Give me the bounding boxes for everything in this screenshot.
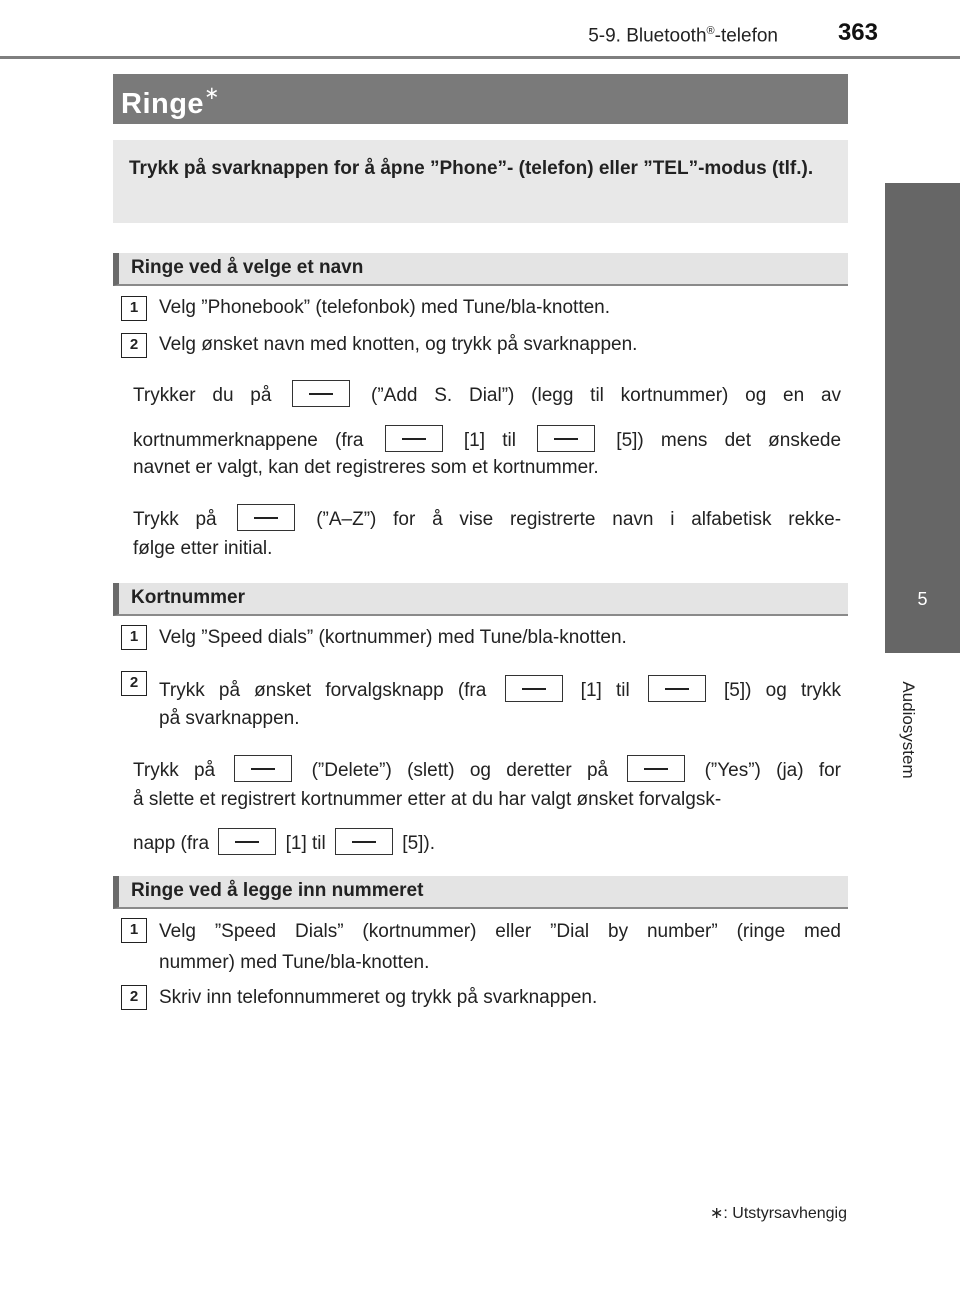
intro-text: Trykk på svarknappen for å åpne ”Phone”- (telefon) eller ”TEL”-modus (tlf.). bbox=[129, 158, 814, 179]
step-text bbox=[159, 675, 841, 702]
step-number: 1 bbox=[121, 918, 147, 943]
note-line bbox=[133, 380, 841, 407]
header-divider bbox=[0, 56, 960, 59]
intro-box bbox=[113, 140, 848, 223]
step-text: på svarknappen. bbox=[159, 708, 300, 729]
note-text: (”Yes”) (ja) for bbox=[704, 760, 841, 781]
note-line: navnet er valgt, kan det registreres som et kortnummer. bbox=[133, 457, 599, 478]
step-text: nummer) med Tune/bla-knotten. bbox=[159, 952, 430, 973]
footnote bbox=[710, 1203, 847, 1223]
step-number: 2 bbox=[121, 985, 147, 1010]
note-text: napp (fra bbox=[133, 833, 210, 854]
running-header bbox=[588, 25, 778, 47]
header-section-prefix: 5-9. Bluetooth bbox=[588, 25, 707, 47]
step-text-part: [5]) og trykk bbox=[724, 680, 842, 701]
screen-button-icon bbox=[505, 675, 563, 702]
screen-button-icon bbox=[537, 425, 595, 452]
step-number: 1 bbox=[121, 625, 147, 650]
screen-button-icon bbox=[237, 504, 295, 531]
chapter-tab bbox=[885, 183, 960, 653]
note-text: (”Delete”) (slett) og deretter på bbox=[311, 760, 609, 781]
section-heading-text: Ringe ved å velge et navn bbox=[131, 257, 364, 278]
note-line bbox=[133, 425, 841, 452]
section-heading-text: Kortnummer bbox=[131, 587, 246, 608]
section-heading-call-by-name bbox=[113, 253, 848, 286]
optional-equipment-mark: ∗ bbox=[204, 83, 220, 103]
note-text: Trykk på bbox=[133, 760, 216, 781]
header-section-suffix: -telefon bbox=[714, 25, 778, 47]
step-text-part: [1] til bbox=[580, 680, 630, 701]
chapter-label: Audiosystem bbox=[899, 681, 918, 779]
page-number: 363 bbox=[837, 19, 878, 46]
step-text: Velg ”Speed dials” (kortnummer) med Tune/bla-knotten. bbox=[159, 627, 627, 648]
section-heading-dial-number bbox=[113, 876, 848, 909]
screen-button-icon bbox=[292, 380, 350, 407]
screen-button-icon bbox=[234, 755, 292, 782]
note-text: (”A–Z”) for å vise registrerte navn i alfabetisk rekke- bbox=[316, 509, 842, 530]
note-line: følge etter initial. bbox=[133, 538, 273, 559]
page-title-text: Ringe bbox=[121, 88, 205, 120]
note-text: [1] til bbox=[463, 430, 516, 451]
footnote-text: : Utstyrsavhengig bbox=[723, 1205, 847, 1222]
screen-button-icon bbox=[385, 425, 443, 452]
step-text-part: Trykk på ønsket forvalgsknapp (fra bbox=[159, 680, 487, 701]
page-title bbox=[121, 83, 220, 121]
screen-button-icon bbox=[218, 828, 276, 855]
footnote-mark: ∗ bbox=[709, 1205, 724, 1222]
note-text: [5]). bbox=[402, 833, 436, 854]
note-text: kortnummerknappene (fra bbox=[133, 430, 364, 451]
screen-button-icon bbox=[627, 755, 685, 782]
note-text: Trykk på bbox=[133, 509, 217, 530]
step-number: 2 bbox=[121, 671, 147, 696]
step-text: Velg ønsket navn med knotten, og trykk på svarknappen. bbox=[159, 334, 638, 355]
step-text: Skriv inn telefonnummeret og trykk på svarknappen. bbox=[159, 987, 598, 1008]
section-heading-text: Ringe ved å legge inn nummeret bbox=[131, 880, 424, 901]
screen-button-icon bbox=[335, 828, 393, 855]
step-number: 1 bbox=[121, 296, 147, 321]
note-line bbox=[133, 755, 841, 782]
section-heading-speed-dial bbox=[113, 583, 848, 616]
step-number: 2 bbox=[121, 333, 147, 358]
note-text: [1] til bbox=[285, 833, 326, 854]
step-text: Velg ”Phonebook” (telefonbok) med Tune/bla-knotten. bbox=[159, 297, 611, 318]
page-title-bar bbox=[113, 74, 848, 124]
note-line bbox=[133, 828, 435, 855]
note-line: å slette et registrert kortnummer etter at du har valgt ønsket forvalgsk- bbox=[133, 789, 722, 810]
note-text: (”Add S. Dial”) (legg til kortnummer) og en av bbox=[371, 385, 842, 406]
step-text: Velg ”Speed Dials” (kortnummer) eller ”Dial by number” (ringe med bbox=[159, 921, 841, 942]
chapter-number: 5 bbox=[917, 589, 928, 609]
note-line bbox=[133, 504, 841, 531]
note-text: [5]) mens det ønskede bbox=[616, 430, 842, 451]
note-text: Trykker du på bbox=[133, 385, 272, 406]
registered-mark: ® bbox=[706, 25, 715, 37]
screen-button-icon bbox=[648, 675, 706, 702]
